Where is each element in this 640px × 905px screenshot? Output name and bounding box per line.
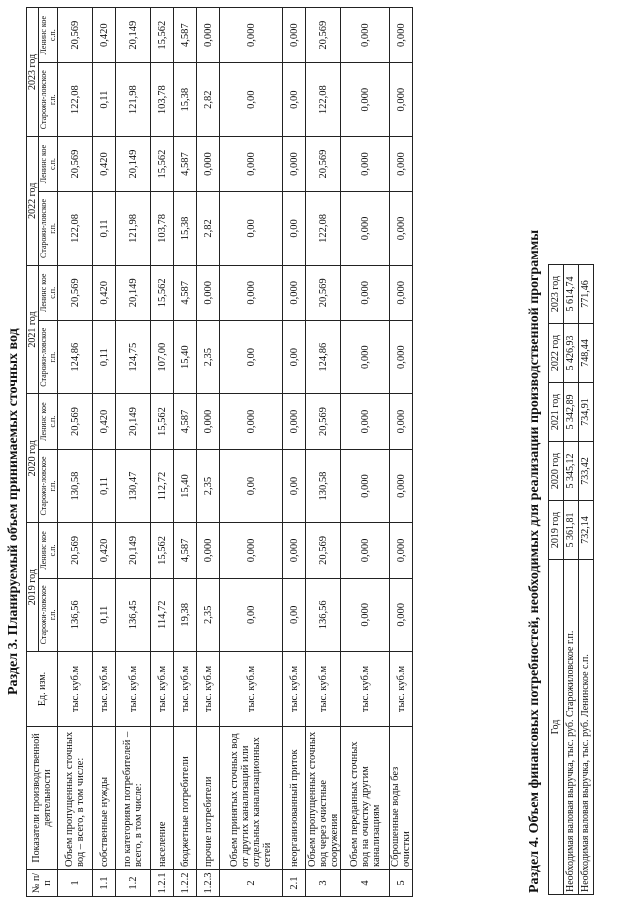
value-cell: 0,00 [283, 320, 306, 393]
table-row [58, 8, 93, 897]
value-cell: 136,56 [306, 578, 341, 651]
value-cell: 0,11 [93, 449, 116, 522]
value-cell: 0,00 [283, 578, 306, 651]
value-cell: 748,44 [579, 324, 594, 383]
value-cell: 122,08 [306, 192, 341, 265]
year-header: 2022 год [27, 136, 39, 265]
value-cell: 15,40 [174, 449, 197, 522]
row-unit: тыс. куб.м [306, 652, 341, 727]
value-cell: 0,000 [341, 192, 390, 265]
wastewater-volume-table [26, 7, 413, 897]
value-cell: 0,00 [220, 320, 283, 393]
value-cell: 124,75 [116, 320, 151, 393]
value-cell: 20,569 [306, 136, 341, 191]
row-number: 3 [306, 870, 341, 897]
row-number: 1 [58, 870, 93, 897]
row-unit: тыс. куб.м [58, 652, 93, 727]
year-header: 2019 год [27, 523, 39, 652]
value-cell: 0,000 [283, 394, 306, 449]
subheader-leninskoe: Ленинс кое с.п. [39, 136, 58, 191]
value-cell: 732,14 [579, 501, 594, 560]
value-cell: 5 342,89 [564, 383, 579, 442]
value-cell: 130,47 [116, 449, 151, 522]
value-cell: 0,000 [283, 136, 306, 191]
value-cell: 112,72 [151, 449, 174, 522]
value-cell: 0,000 [197, 523, 220, 578]
value-cell: 0,000 [390, 265, 413, 320]
year-header: 2020 год [27, 394, 39, 523]
value-cell: 136,56 [58, 578, 93, 651]
table-row [564, 265, 579, 895]
subheader-starozhilovo: Старожи-ловское г.п. [39, 192, 58, 265]
value-cell: 0,000 [341, 265, 390, 320]
row-indicator: Объем пропущенных сточных вод – всего, в том числе: [58, 727, 93, 870]
value-cell: 103,78 [151, 192, 174, 265]
table-row [283, 8, 306, 897]
value-cell: 0,000 [341, 523, 390, 578]
value-cell: 0,000 [341, 449, 390, 522]
value-cell: 0,000 [390, 578, 413, 651]
value-cell: 15,562 [151, 136, 174, 191]
value-cell: 0,000 [341, 578, 390, 651]
value-cell: 20,569 [58, 523, 93, 578]
row-number: 1.2 [116, 870, 151, 897]
subheader-leninskoe: Ленинс кое с.п. [39, 394, 58, 449]
value-cell: 0,00 [220, 63, 283, 136]
col-num-header: № п/п [27, 870, 58, 897]
value-cell: 4,587 [174, 394, 197, 449]
row-number: 1.2.1 [151, 870, 174, 897]
value-cell: 0,420 [93, 523, 116, 578]
year-header: 2021 год [27, 265, 39, 394]
year-header: 2021 год [549, 383, 564, 442]
value-cell: 103,78 [151, 63, 174, 136]
year-header: 2023 год [27, 8, 39, 137]
table-row [390, 8, 413, 897]
row-indicator: прочие потребители [197, 727, 220, 870]
value-cell: 0,11 [93, 192, 116, 265]
value-cell: 20,149 [116, 136, 151, 191]
col-unit-header: Ед. изм. [27, 652, 58, 727]
row-unit: тыс. куб.м [151, 652, 174, 727]
value-cell: 20,149 [116, 8, 151, 63]
row-indicator: собственные нужды [93, 727, 116, 870]
subheader-starozhilovo: Старожи-ловское г.п. [39, 449, 58, 522]
value-cell: 0,000 [390, 523, 413, 578]
value-cell: 19,38 [174, 578, 197, 651]
value-cell: 0,000 [220, 8, 283, 63]
value-cell: 107,00 [151, 320, 174, 393]
value-cell: 114,72 [151, 578, 174, 651]
year-header: 2019 год [549, 501, 564, 560]
value-cell: 0,420 [93, 265, 116, 320]
value-cell: 0,000 [390, 192, 413, 265]
value-cell: 0,00 [283, 63, 306, 136]
table-header-row [549, 265, 564, 895]
value-cell: 15,38 [174, 63, 197, 136]
value-cell: 4,587 [174, 523, 197, 578]
row-label: Необходимая валовая выручка, тыс. руб. Ленинское с.п. [579, 560, 594, 895]
table-row [197, 8, 220, 897]
value-cell: 15,562 [151, 265, 174, 320]
row-label: Необходимая валовая выручка, тыс. руб. Старожиловское г.п. [564, 560, 579, 895]
value-cell: 0,000 [220, 394, 283, 449]
financial-needs-table [548, 264, 594, 895]
table-row [220, 8, 283, 897]
value-cell: 0,000 [197, 136, 220, 191]
row-indicator: Сброшенные воды без очистки [390, 727, 413, 870]
value-cell: 0,000 [341, 8, 390, 63]
section3-title: Раздел 3. Планируемый объем принимаемых сточных вод [6, 328, 21, 695]
value-cell: 0,000 [390, 8, 413, 63]
value-cell: 0,00 [283, 449, 306, 522]
value-cell: 15,40 [174, 320, 197, 393]
value-cell: 20,569 [306, 523, 341, 578]
value-cell: 5 361,81 [564, 501, 579, 560]
year-label-cell: Год [549, 560, 564, 895]
value-cell: 0,000 [283, 523, 306, 578]
subheader-starozhilovo: Старожи-ловское г.п. [39, 578, 58, 651]
row-unit: тыс. куб.м [174, 652, 197, 727]
value-cell: 122,08 [306, 63, 341, 136]
value-cell: 0,00 [283, 192, 306, 265]
value-cell: 20,569 [58, 394, 93, 449]
value-cell: 0,000 [390, 63, 413, 136]
value-cell: 122,08 [58, 63, 93, 136]
value-cell: 136,45 [116, 578, 151, 651]
row-number: 1.1 [93, 870, 116, 897]
value-cell: 2,35 [197, 320, 220, 393]
table-row [306, 8, 341, 897]
value-cell: 0,000 [390, 320, 413, 393]
value-cell: 124,86 [58, 320, 93, 393]
value-cell: 0,000 [220, 265, 283, 320]
value-cell: 20,569 [306, 394, 341, 449]
row-number: 1.2.3 [197, 870, 220, 897]
table-row [151, 8, 174, 897]
value-cell: 124,86 [306, 320, 341, 393]
table-row [341, 8, 390, 897]
row-indicator: население [151, 727, 174, 870]
value-cell: 4,587 [174, 8, 197, 63]
value-cell: 2,82 [197, 192, 220, 265]
value-cell: 15,562 [151, 8, 174, 63]
value-cell: 771,46 [579, 265, 594, 324]
value-cell: 0,000 [390, 394, 413, 449]
value-cell: 15,562 [151, 523, 174, 578]
value-cell: 0,000 [341, 394, 390, 449]
value-cell: 0,000 [197, 394, 220, 449]
value-cell: 122,08 [58, 192, 93, 265]
row-indicator: неорганизованный приток [283, 727, 306, 870]
value-cell: 4,587 [174, 265, 197, 320]
value-cell: 0,000 [283, 265, 306, 320]
table-row [174, 8, 197, 897]
value-cell: 0,000 [220, 136, 283, 191]
row-unit: тыс. куб.м [197, 652, 220, 727]
value-cell: 0,420 [93, 136, 116, 191]
value-cell: 20,149 [116, 394, 151, 449]
row-number: 5 [390, 870, 413, 897]
section4-title: Раздел 4. Объем финансовых потребностей, необходимых для реализации производственной программы [527, 229, 542, 893]
row-unit: тыс. куб.м [341, 652, 390, 727]
value-cell: 15,38 [174, 192, 197, 265]
value-cell: 0,000 [341, 136, 390, 191]
value-cell: 130,58 [58, 449, 93, 522]
value-cell: 5 345,12 [564, 442, 579, 501]
row-indicator: по категориям потребителей – всего, в том числе: [116, 727, 151, 870]
subheader-leninskoe: Ленинс кое с.п. [39, 523, 58, 578]
value-cell: 0,000 [390, 136, 413, 191]
value-cell: 130,58 [306, 449, 341, 522]
value-cell: 0,11 [93, 320, 116, 393]
value-cell: 0,420 [93, 8, 116, 63]
value-cell: 20,149 [116, 523, 151, 578]
row-unit: тыс. куб.м [283, 652, 306, 727]
value-cell: 0,000 [197, 265, 220, 320]
row-number: 2 [220, 870, 283, 897]
year-header: 2020 год [549, 442, 564, 501]
subheader-starozhilovo: Старожи-ловское г.п. [39, 63, 58, 136]
row-number: 2.1 [283, 870, 306, 897]
value-cell: 20,569 [58, 265, 93, 320]
value-cell: 121,98 [116, 63, 151, 136]
value-cell: 15,562 [151, 394, 174, 449]
row-unit: тыс. куб.м [93, 652, 116, 727]
year-header: 2022 год [549, 324, 564, 383]
value-cell: 733,42 [579, 442, 594, 501]
row-indicator: Объем переданных сточных вод на очистку другим канализациям [341, 727, 390, 870]
row-number: 1.2.2 [174, 870, 197, 897]
value-cell: 0,11 [93, 63, 116, 136]
value-cell: 734,91 [579, 383, 594, 442]
table-row [93, 8, 116, 897]
value-cell: 5 614,74 [564, 265, 579, 324]
value-cell: 20,569 [58, 8, 93, 63]
value-cell: 121,98 [116, 192, 151, 265]
value-cell: 5 426,93 [564, 324, 579, 383]
row-unit: тыс. куб.м [390, 652, 413, 727]
value-cell: 0,000 [197, 8, 220, 63]
subheader-leninskoe: Ленинс кое с.п. [39, 265, 58, 320]
subheader-starozhilovo: Старожи-ловское г.п. [39, 320, 58, 393]
value-cell: 0,000 [341, 63, 390, 136]
value-cell: 2,82 [197, 63, 220, 136]
value-cell: 2,35 [197, 449, 220, 522]
value-cell: 0,00 [220, 578, 283, 651]
table-row [579, 265, 594, 895]
value-cell: 0,000 [283, 8, 306, 63]
value-cell: 0,000 [341, 320, 390, 393]
subheader-leninskoe: Ленинс кое с.п. [39, 8, 58, 63]
col-indicator-header: Показатели производственной деятельности [27, 727, 58, 870]
table-header-row [27, 8, 39, 897]
value-cell: 20,149 [116, 265, 151, 320]
value-cell: 4,587 [174, 136, 197, 191]
value-cell: 0,000 [220, 523, 283, 578]
value-cell: 0,11 [93, 578, 116, 651]
value-cell: 20,569 [306, 265, 341, 320]
row-unit: тыс. куб.м [220, 652, 283, 727]
year-header: 2023 год [549, 265, 564, 324]
row-number: 4 [341, 870, 390, 897]
row-indicator: Объем принятых сточных вод от других канализаций или отдельных канализационных сетей [220, 727, 283, 870]
value-cell: 0,00 [220, 192, 283, 265]
value-cell: 0,00 [220, 449, 283, 522]
table-row [116, 8, 151, 897]
row-indicator: бюджетные потребители [174, 727, 197, 870]
row-indicator: Объем пропущенных сточных вод через очистные сооружения [306, 727, 341, 870]
value-cell: 20,569 [58, 136, 93, 191]
value-cell: 2,35 [197, 578, 220, 651]
row-unit: тыс. куб.м [116, 652, 151, 727]
value-cell: 0,420 [93, 394, 116, 449]
value-cell: 0,000 [390, 449, 413, 522]
value-cell: 20,569 [306, 8, 341, 63]
